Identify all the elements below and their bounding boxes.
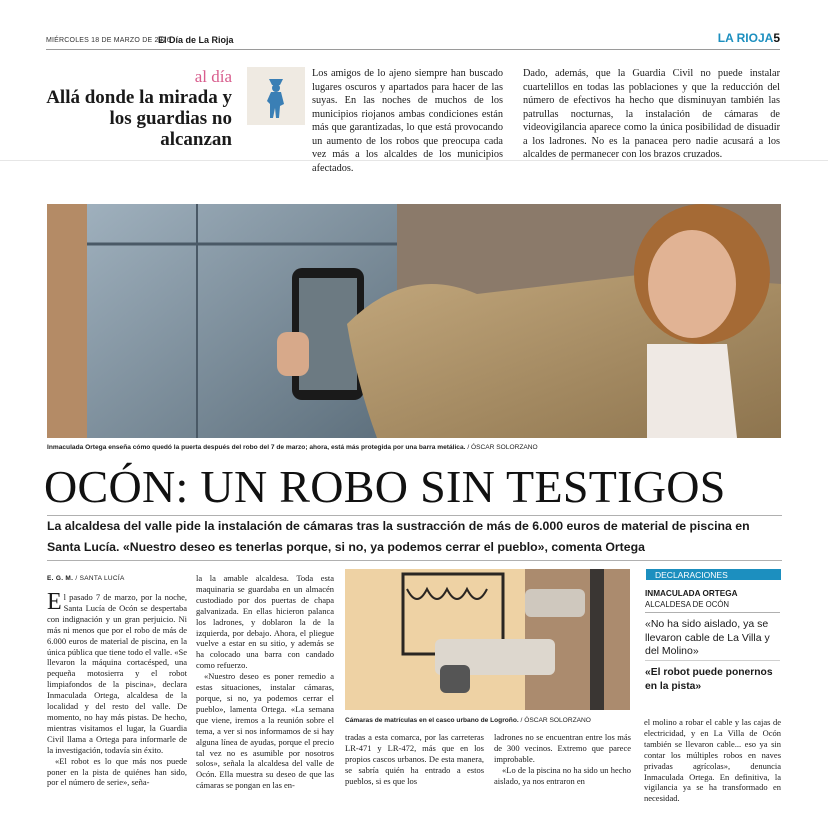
body-paragraph: «Lo de la piscina no ha sido un hecho aislado, ya nos entraron en bbox=[494, 764, 631, 786]
camera-photo bbox=[345, 569, 630, 710]
byline-author: E. G. M. bbox=[47, 575, 74, 582]
newspaper-name: El Día de La Rioja bbox=[158, 35, 234, 45]
column-text-1: Los amigos de lo ajeno siempre han buscado lugares oscuros y apartados para hacer de las suyas. En las noches de muchos de los municipios riojanos ambas condiciones están más que garantizadas, lo que está provocando un aumento de los robos que preocupa cada vez más a los alcaldes de los municipios afectados. bbox=[312, 68, 503, 174]
body-paragraph: el molino a robar el cable y las cajas de electricidad, y en La Villa de Ocón también se llevaron cable... eso ya sin contar los múltiples robos en naves privadas agrícolas», denuncia Inmaculada Ortega. En definitiva, la vigilancia ya se ha transformado en necesidad. bbox=[644, 717, 781, 804]
declarant-name: INMACULADA ORTEGA bbox=[645, 589, 738, 598]
body-paragraph: «El robot es lo que más nos puede poner en la pista de quiénes han sido, por el número de serie», seña- bbox=[47, 755, 187, 788]
body-paragraph: la la amable alcaldesa. Toda esta maquinaria se guardaba en un almacén custodiado por dos puertas de chapa galvanizada. En ellas hicieron palanca los ladrones, y doblaron la de la izquierda, por debajo. Ahora, el pliegue vuelve a estar en su sitio, y además se ha colocado una barra con candado como refuerzo. bbox=[196, 573, 334, 671]
main-photo-credit: / ÓSCAR SOLORZANO bbox=[467, 444, 538, 451]
body-paragraph: tradas a esta comarca, por las carreteras LR-471 y LR-472, más que en los propios cascos urbanos. De esta manera, se sabría quién ha entrado a estos pueblos, si es que los bbox=[345, 732, 484, 786]
page-number: 5 bbox=[773, 31, 780, 45]
body-column-4 bbox=[494, 732, 631, 787]
byline bbox=[47, 575, 125, 582]
deck: La alcaldesa del valle pide la instalación de cámaras tras la sustracción de más de 6.000 euros de material de piscina en Santa Lucía. «Nuestro deseo es tenerlas porque, si no, ya podemos cerrar el pueblo», comenta Ortega bbox=[47, 519, 750, 554]
headline: OCÓN: UN ROBO SIN TESTIGOS bbox=[44, 461, 726, 512]
camera-illustration bbox=[345, 569, 630, 710]
column-divider bbox=[0, 160, 828, 161]
body-paragraph: ladrones no se encuentran entre los más de 300 vecinos. Extremo que parece improbable. bbox=[494, 732, 631, 764]
body-column-3 bbox=[345, 732, 484, 787]
declarations-label: DECLARACIONES bbox=[655, 570, 728, 580]
column-kicker: al día bbox=[194, 67, 232, 86]
photo-illustration bbox=[47, 204, 781, 438]
column-title: Allá donde la mirada y los guardias no alcanzan bbox=[46, 87, 232, 150]
quote-1: «No ha sido aislado, ya se llevaron cable de La Villa y del Molino» bbox=[645, 618, 770, 657]
declarations-rule bbox=[645, 612, 780, 613]
column-illustration bbox=[247, 67, 305, 125]
body-column-5 bbox=[644, 717, 781, 804]
column-text-2: Dado, además, que la Guardia Civil no puede instalar cuartelillos en todas las poblaciones y que la reducción del número de efectivos ha hecho que disminuyan también las patrullas nocturnas, la instalación de cámaras de videovigilancia aparece como la única posibilidad de disuadir a los ladrones. No es la panacea pero nadie acusará a los alcaldes de permanecer con los brazos cruzados. bbox=[523, 68, 780, 160]
camera-photo-caption: Cámaras de matrículas en el casco urbano de Logroño. / ÓSCAR SOLORZANO bbox=[345, 717, 591, 724]
section-label: LA RIOJA5 bbox=[717, 31, 780, 45]
camera-photo-credit: / ÓSCAR SOLORZANO bbox=[520, 717, 591, 724]
declarations-rule-2 bbox=[645, 660, 780, 661]
main-photo-caption: Inmaculada Ortega enseña cómo quedó la puerta después del robo del 7 de marzo; ahora, está más protegida por una barra metálica. / ÓSCAR SOLORZANO bbox=[47, 444, 538, 451]
quote-2: «El robot puede ponernos en la pista» bbox=[645, 667, 773, 692]
declarations-bar-mark bbox=[643, 569, 646, 580]
body-column-1: El pasado 7 de marzo, por la noche, Santa Lucía de Ocón se despertaba con indignación y un gran perjuicio. Ni más ni menos que por el robo de más de 6.000 euros de material de piscina, en la única pública que tiene todo el valle. «Se llevaron la máquina cortacésped, una pequeña motosierra y el robot limpiafondos de la piscina», declara Inmaculada Ortega, alcaldesa de la localidad y del resto del valle. De momento, no hay más pistas. De hecho, mientras visitamos el lugar, la Guardia Civil llama a Ortega para informarle de la investigación, todavía sin éxito. «El robot es lo que más nos puede poner en la pista de quiénes han sido, por el número de serie», seña- bbox=[47, 589, 187, 788]
lookout-figure-icon bbox=[247, 67, 305, 125]
deck-rule-bottom bbox=[47, 560, 782, 561]
byline-place: / SANTA LUCÍA bbox=[75, 575, 125, 582]
body-column-2 bbox=[196, 573, 334, 791]
declarant-role: ALCALDESA DE OCÓN bbox=[645, 600, 730, 609]
drop-cap: E bbox=[47, 589, 62, 615]
body-paragraph: «Nuestro deseo es poner remedio a estas situaciones, instalar cámaras, porque, si no, ya podemos cerrar el pueblo», lamenta Ortega. «La semana que viene, iremos a la reunión sobre el tema, a ver si nos informamos de si hay alguna línea de ayudas, porque el precio tal vez no es asumible por nosotros solos», señala la alcaldesa del valle de Ocón. Ella muestra su deseo de que las cámaras se pongan en las en- bbox=[196, 671, 334, 791]
issue-date: MIÉRCOLES 18 DE MARZO DE 2026 bbox=[46, 37, 171, 44]
main-photo bbox=[47, 204, 781, 438]
